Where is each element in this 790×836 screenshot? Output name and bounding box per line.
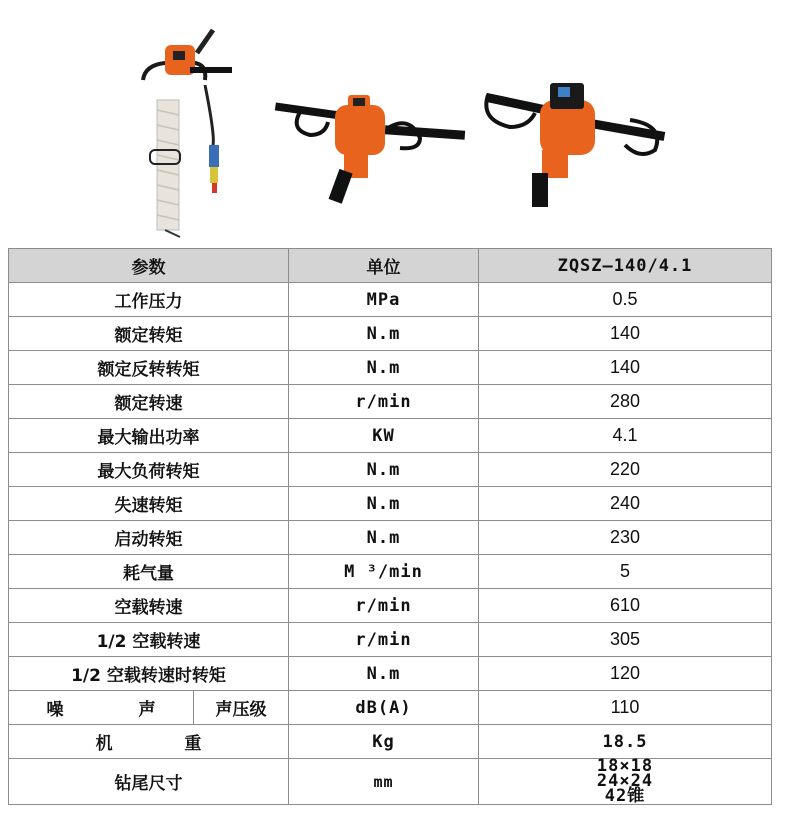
value-cell: 280	[479, 385, 772, 419]
value-cell: 4.1	[479, 419, 772, 453]
drill-angled-photo	[480, 75, 670, 210]
value-cell: 120	[479, 657, 772, 691]
table-row	[9, 351, 772, 385]
param-cell: 1/2 空载转速时转矩	[9, 657, 289, 691]
value-cell: 305	[479, 623, 772, 657]
value-cell: 0.5	[479, 283, 772, 317]
table-header-row	[9, 249, 772, 283]
param-cell: 失速转矩	[9, 487, 289, 521]
value-cell: 140	[479, 351, 772, 385]
header-param: 参数	[9, 249, 289, 283]
weight-char-a: 机	[95, 734, 113, 754]
param-cell: 最大输出功率	[9, 419, 289, 453]
table-row	[9, 283, 772, 317]
table-row	[9, 419, 772, 453]
table-row	[9, 657, 772, 691]
noise-char-a: 噪	[46, 700, 64, 720]
noise-char-b: 声	[138, 700, 156, 720]
tail-value-1: 18×18	[596, 756, 654, 776]
param-cell: 额定反转转矩	[9, 351, 289, 385]
param-cell: 额定转速	[9, 385, 289, 419]
unit-cell: N.m	[289, 521, 479, 555]
param-cell: 工作压力	[9, 283, 289, 317]
weight-value: 18.5	[479, 725, 772, 759]
noise-sub: 声压级	[194, 691, 289, 725]
unit-cell: MPa	[289, 283, 479, 317]
table-row	[9, 453, 772, 487]
param-cell: 1/2 空载转速	[9, 623, 289, 657]
table-row-tail	[9, 759, 772, 805]
table-row	[9, 623, 772, 657]
value-cell: 610	[479, 589, 772, 623]
header-unit: 单位	[289, 249, 479, 283]
value-cell: 240	[479, 487, 772, 521]
unit-cell: N.m	[289, 453, 479, 487]
header-model: ZQSZ—140/4.1	[479, 249, 772, 283]
noise-param	[9, 691, 194, 725]
unit-cell: N.m	[289, 657, 479, 691]
param-cell: 启动转矩	[9, 521, 289, 555]
noise-unit: dB(A)	[289, 691, 479, 725]
unit-cell: KW	[289, 419, 479, 453]
tail-unit: mm	[289, 759, 479, 805]
param-cell: 耗气量	[9, 555, 289, 589]
spec-table	[8, 248, 772, 805]
value-cell: 230	[479, 521, 772, 555]
drill-with-leg-photo	[135, 25, 235, 240]
param-cell: 最大负荷转矩	[9, 453, 289, 487]
table-row	[9, 385, 772, 419]
param-cell: 空载转速	[9, 589, 289, 623]
unit-cell: r/min	[289, 385, 479, 419]
weight-unit: Kg	[289, 725, 479, 759]
drill-horizontal-photo	[270, 90, 470, 205]
tail-value-3: 42锥	[604, 786, 646, 806]
unit-cell: N.m	[289, 351, 479, 385]
table-row	[9, 487, 772, 521]
unit-cell: r/min	[289, 623, 479, 657]
weight-char-b: 重	[184, 734, 202, 754]
table-row	[9, 521, 772, 555]
value-cell: 140	[479, 317, 772, 351]
table-row	[9, 555, 772, 589]
tail-value-2: 24×24	[596, 771, 654, 791]
weight-param	[9, 725, 289, 759]
unit-cell: N.m	[289, 317, 479, 351]
table-row	[9, 589, 772, 623]
product-photos	[0, 0, 790, 245]
value-cell: 220	[479, 453, 772, 487]
noise-value: 110	[479, 691, 772, 725]
unit-cell: M ³/min	[289, 555, 479, 589]
tail-values	[479, 756, 772, 806]
value-cell: 5	[479, 555, 772, 589]
table-row-weight	[9, 725, 772, 759]
table-row-noise	[9, 691, 772, 725]
unit-cell: r/min	[289, 589, 479, 623]
unit-cell: N.m	[289, 487, 479, 521]
param-cell: 额定转矩	[9, 317, 289, 351]
table-row	[9, 317, 772, 351]
tail-param: 钻尾尺寸	[9, 759, 289, 805]
